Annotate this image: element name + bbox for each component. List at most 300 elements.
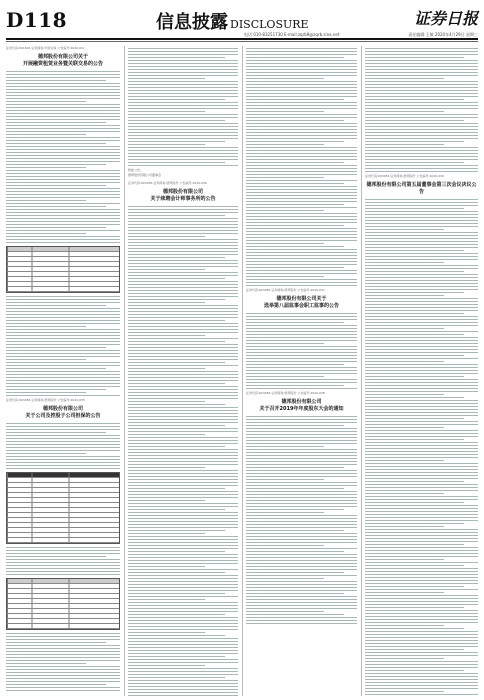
announcement-body [6,547,120,575]
section-title-cn: 信息披露 [156,12,228,33]
announcement-company: 德邦股份有限公司 [162,189,203,195]
text-line [365,466,478,467]
text-line [365,376,464,377]
text-line [128,395,238,396]
text-line [128,671,238,672]
announcement-body [365,48,478,172]
text-line [128,284,238,285]
text-line [246,102,357,103]
text-line [246,246,344,247]
text-line [365,135,478,136]
text-line [246,171,357,172]
text-line [246,66,357,67]
text-line [365,412,478,413]
text-line [246,530,344,531]
text-line [128,99,225,100]
text-line [6,669,120,670]
text-line [128,212,238,213]
text-line [365,232,478,233]
text-line [365,99,464,100]
text-line [6,119,120,120]
text-line [128,683,238,684]
text-line [128,150,238,151]
data-table [6,578,120,630]
text-line [365,295,444,296]
text-line [246,578,324,579]
text-line [365,132,478,133]
announcement-body [246,48,357,286]
text-line [128,413,238,414]
text-line [128,206,238,207]
text-line [6,353,120,354]
text-line [128,87,238,88]
text-line [128,689,238,690]
text-line [128,572,225,573]
text-line [128,422,238,423]
text-line [246,355,357,356]
text-line [6,651,120,652]
text-line [365,105,478,106]
text-line [6,380,120,381]
announcement-body [365,199,478,696]
text-line [128,599,205,600]
announcement-company: 德邦股份有限公司 [42,406,83,412]
text-line [128,539,238,540]
text-line [6,167,86,168]
text-line [128,147,238,148]
text-line [6,104,120,105]
announcement-title [6,406,120,420]
text-line [365,421,478,422]
text-line [365,57,464,58]
text-line [246,560,357,561]
text-line [6,194,120,195]
text-line [365,565,464,566]
text-line [128,218,238,219]
text-line [6,574,120,575]
text-line [6,465,120,466]
text-line [246,497,357,498]
text-line [128,356,238,357]
text-line [6,453,86,454]
text-line [365,676,478,677]
text-line [6,383,120,384]
text-line [6,444,120,445]
text-line [365,102,478,103]
text-line [246,346,357,347]
announcement-headline: 关于续聘会计师事务所的公告 [150,196,216,202]
text-line [128,695,238,696]
text-line [128,692,238,693]
text-line [128,614,225,615]
text-line [365,646,478,647]
text-line [128,641,238,642]
announcement-body [128,206,238,696]
text-line [365,75,478,76]
text-line [365,694,478,695]
text-line [6,556,106,557]
text-line [6,438,120,439]
text-line [6,639,120,640]
text-line [6,468,120,469]
text-line [128,554,238,555]
text-line [246,548,357,549]
text-line [128,686,238,687]
text-line [6,305,106,306]
text-line [6,687,120,688]
text-line [128,563,238,564]
text-line [365,217,478,218]
announcement-code: 证券代码:603056 证券简称:德邦股份 公告编号:2020-036 [128,181,207,185]
text-line [365,364,478,365]
announcement-headline: 关于公司及控股子公司担保的公告 [25,413,101,419]
text-line [128,63,238,64]
text-line [6,429,120,430]
text-line [128,338,238,339]
text-line [365,595,478,596]
text-line [128,305,238,306]
text-line [365,616,478,617]
text-line [365,526,444,527]
text-line [246,569,357,570]
text-line [246,132,357,133]
text-line [246,213,357,214]
text-line [128,428,238,429]
text-line [365,69,478,70]
text-line [365,664,478,665]
text-line [128,371,238,372]
text-line [365,538,478,539]
text-line [365,208,464,209]
text-line [128,162,225,163]
text-line [6,672,120,673]
text-line [365,472,478,473]
announcement-company: 德邦股份有限公司 [281,399,322,405]
text-line [365,475,478,476]
text-line [246,156,357,157]
text-line [128,272,238,273]
text-line [365,322,478,323]
text-line [6,86,120,87]
text-line [128,626,238,627]
text-line [365,280,478,281]
text-line [128,485,238,486]
text-line [365,343,478,344]
signature-board: 德邦股份有限公司董事会 [128,173,162,177]
text-line [365,48,478,49]
text-line [128,132,238,133]
text-line [128,593,225,594]
text-line [365,352,478,353]
text-line [246,207,357,208]
text-line [365,652,478,653]
text-line [246,162,344,163]
text-line [365,367,478,368]
text-line [365,361,444,362]
text-line [128,575,238,576]
text-line [365,481,464,482]
text-line [128,347,238,348]
text-line [128,242,238,243]
page-header [6,8,478,42]
text-line [246,195,357,196]
text-line [128,260,238,261]
text-line [246,313,357,314]
text-line [365,220,478,221]
announcement-company: 德邦股份有限公司第五届董事会第三次会议决议公告 [366,182,477,195]
text-line [365,289,478,290]
text-line [6,648,120,649]
text-line [246,605,357,606]
text-line [128,230,238,231]
text-line [365,418,464,419]
text-line [6,450,120,451]
text-line [246,557,357,558]
text-line [246,551,344,552]
text-line [128,668,238,669]
text-line [246,337,357,338]
text-line [128,455,238,456]
text-line [128,221,238,222]
text-line [128,623,238,624]
text-line [246,575,357,576]
text-line [6,435,120,436]
text-line [246,509,344,510]
text-line [365,514,478,515]
text-line [128,293,238,294]
text-line [365,607,464,608]
text-line [246,349,357,350]
text-line [365,670,464,671]
text-line [365,631,478,632]
text-line [6,323,120,324]
text-line [128,536,238,537]
text-line [365,171,478,172]
announcement-body [6,71,120,243]
text-line [365,370,478,371]
text-line [128,479,238,480]
text-line [6,197,120,198]
announcement-body [6,423,120,469]
text-line [246,87,357,88]
text-line [365,54,478,55]
text-line [128,81,238,82]
text-line [128,108,238,109]
text-line [365,51,478,52]
text-line [128,542,238,543]
text-line [6,365,120,366]
text-line [128,410,238,411]
text-line [246,198,357,199]
text-line [128,308,238,309]
text-line [6,92,120,93]
text-line [365,262,444,263]
text-line [365,211,478,212]
text-line [246,434,357,435]
text-line [6,185,106,186]
announcement-code: 证券代码:601601 证券简称:中国太保 公告编号:2020-011 [6,46,85,50]
text-line [246,51,357,52]
text-line [365,120,464,121]
text-line [6,426,120,427]
text-line [365,126,478,127]
text-line [128,377,238,378]
text-line [246,180,357,181]
announcement-code: 证券代码:603056 证券简称:德邦股份 公告编号:2020-039 [365,174,444,178]
text-line [246,566,357,567]
text-line [246,593,344,594]
text-line [246,252,357,253]
text-line [365,553,478,554]
text-line [246,458,357,459]
text-line [6,344,120,345]
text-line [128,114,238,115]
text-line [246,515,357,516]
text-line [365,589,478,590]
text-line [246,485,357,486]
text-line [6,233,86,234]
text-line [128,533,205,534]
text-line [246,84,357,85]
text-line [246,428,357,429]
text-line [246,69,357,70]
text-line [365,583,478,584]
text-line [246,267,344,268]
text-line [246,443,357,444]
text-line [246,494,357,495]
text-line [246,488,344,489]
text-line [128,494,238,495]
text-line [365,256,478,257]
text-line [365,520,478,521]
text-line [246,111,324,112]
text-line [128,236,205,237]
text-line [128,470,238,471]
text-line [365,439,464,440]
text-line [365,592,444,593]
text-line [365,655,478,656]
text-line [128,632,205,633]
text-line [246,437,357,438]
text-line [365,415,478,416]
column-1 [6,46,120,696]
text-line [128,392,238,393]
text-line [128,374,238,375]
text-line [246,322,344,323]
text-line [365,424,478,425]
text-line [365,202,478,203]
text-line [128,380,238,381]
text-line [365,691,444,692]
text-line [365,301,478,302]
text-line [246,99,344,100]
text-line [246,135,357,136]
text-line [128,320,225,321]
text-line [365,283,478,284]
announcement-body [6,633,120,691]
text-line [246,482,357,483]
text-line [128,314,238,315]
text-line [6,636,120,637]
text-line [6,359,86,360]
text-line [128,60,238,61]
text-line [365,517,478,518]
text-line [128,434,205,435]
text-line [246,545,324,546]
text-line [128,227,238,228]
text-line [246,48,357,49]
text-line [246,186,357,187]
text-line [128,251,238,252]
text-line [365,214,478,215]
text-line [128,464,238,465]
text-line [365,550,478,551]
text-line [128,215,225,216]
text-line [128,269,205,270]
text-line [365,499,478,500]
text-line [365,430,478,431]
text-line [246,431,357,432]
text-line [128,602,238,603]
text-line [365,649,464,650]
text-line [246,138,357,139]
text-line [6,559,120,560]
text-line [246,114,357,115]
text-line [246,370,357,371]
text-line [128,419,238,420]
text-line [128,90,238,91]
text-line [365,580,478,581]
text-line [246,237,357,238]
text-line [6,158,120,159]
text-line [128,389,238,390]
column-divider [124,46,125,696]
text-line [128,680,238,681]
text-line [365,556,478,557]
announcement-headline: 开展融资租赁业务暨关联交易的公告 [22,61,103,67]
text-line [365,96,478,97]
text-line [246,455,357,456]
announcement-code: 证券代码:603056 证券简称:德邦股份 公告编号:2020-037 [246,288,325,292]
text-line [246,452,357,453]
text-line [6,308,120,309]
text-line [6,633,120,634]
text-line [365,93,478,94]
text-line [365,640,478,641]
text-line [128,323,238,324]
text-line [365,469,478,470]
text-line [6,221,120,222]
text-line [246,476,357,477]
text-line [128,344,238,345]
text-line [128,401,205,402]
text-line [6,326,86,327]
text-line [246,331,357,332]
text-line [6,116,120,117]
text-line [128,275,238,276]
text-line [6,332,120,333]
text-line [6,170,120,171]
text-line [365,457,478,458]
text-line [246,168,357,169]
text-line [246,204,344,205]
text-line [365,385,478,386]
text-line [246,539,357,540]
data-table [6,472,120,544]
text-line [128,383,225,384]
text-line [246,584,357,585]
text-line [128,431,238,432]
